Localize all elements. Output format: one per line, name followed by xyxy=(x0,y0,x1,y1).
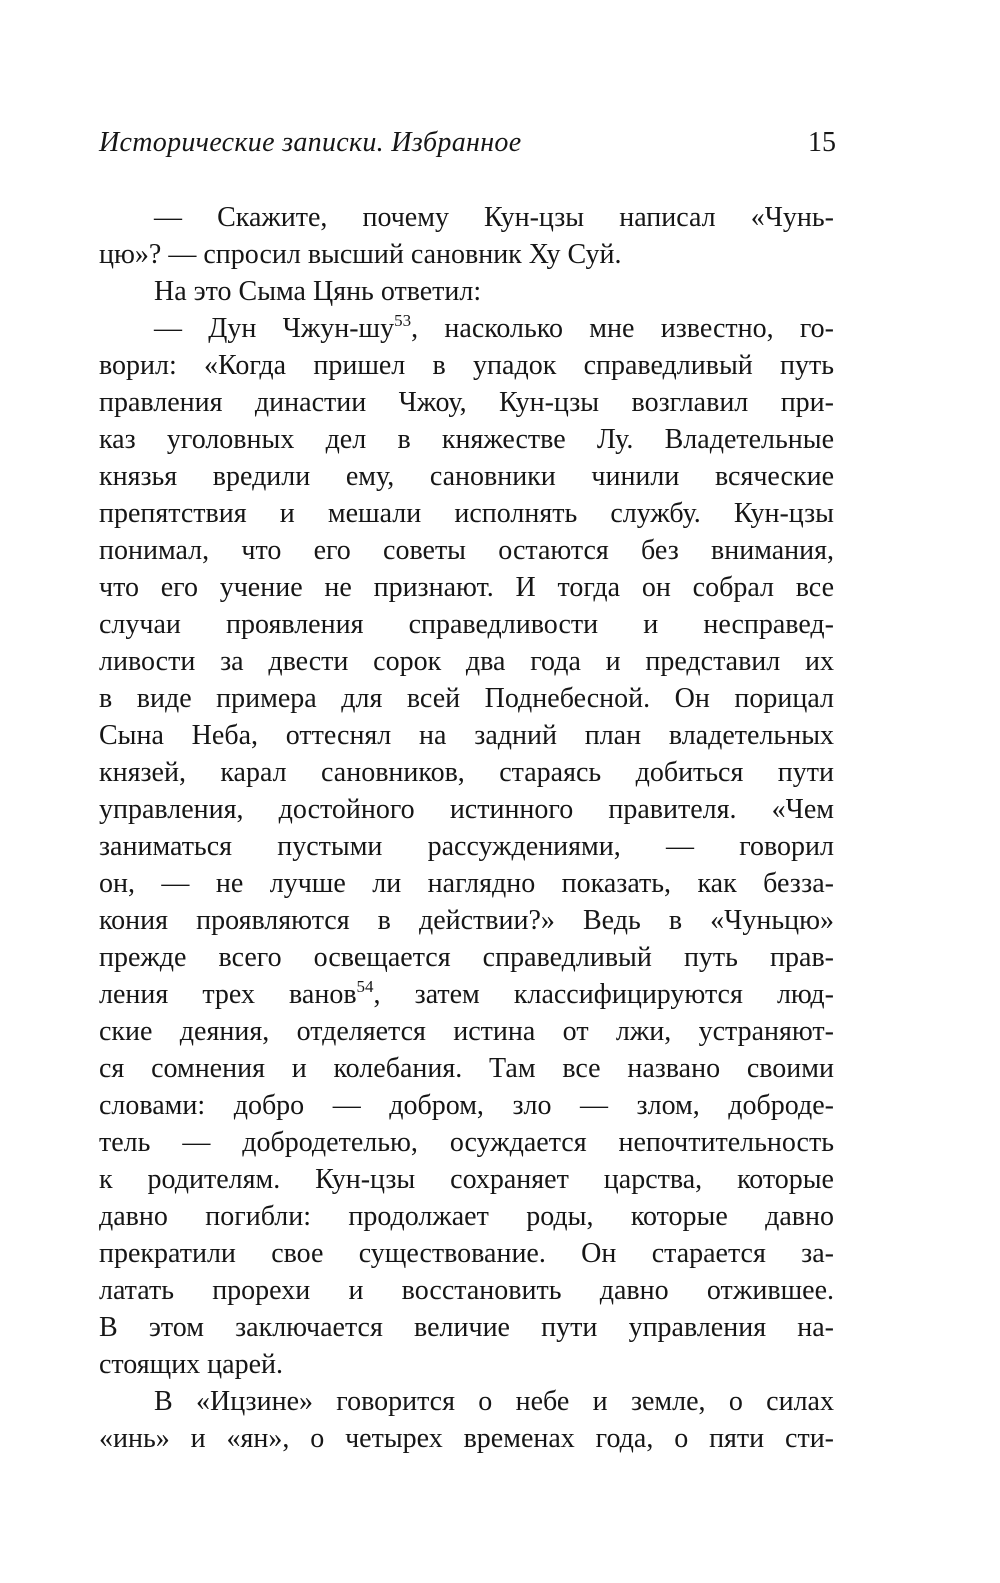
text-line: прекратили свое существование. Он старается за- xyxy=(99,1238,834,1269)
page-number: 15 xyxy=(808,127,836,158)
text-line: «инь» и «ян», о четырех временах года, о пяти сти- xyxy=(99,1423,834,1454)
text-line: управления, достойного истинного правителя. «Чем xyxy=(99,794,834,825)
text-line: князья вредили ему, сановники чинили всяческие xyxy=(99,461,834,492)
text-line: ления трех ванов$^{54}$, затем классифицируются люд- xyxy=(99,976,834,1010)
text-line: ливости за двести сорок два года и представил их xyxy=(99,646,834,677)
text-line: На это Сыма Цянь ответил: xyxy=(154,276,482,307)
text-line: он, — не лучше ли наглядно показать, как безза- xyxy=(99,868,834,899)
text-line: — Дун Чжун-шу$^{53}$, насколько мне известно, го- xyxy=(154,310,835,344)
footnote-reference: 54 xyxy=(356,976,374,996)
page-body xyxy=(99,199,834,1457)
text-line: стоящих царей. xyxy=(99,1349,284,1380)
text-line: каз уголовных дел в княжестве Лу. Владетельные xyxy=(99,424,834,455)
text-line: князей, карал сановников, стараясь добиться пути xyxy=(99,757,834,788)
text-line: Сына Неба, оттеснял на задний план владетельных xyxy=(99,720,834,751)
text-line: к родителям. Кун-цзы сохраняет царства, которые xyxy=(99,1164,834,1195)
text-line: ские деяния, отделяется истина от лжи, устраняют- xyxy=(99,1016,834,1047)
text-line: словами: добро — добром, зло — злом, доброде- xyxy=(99,1090,834,1121)
text-line: ворил: «Когда пришел в упадок справедливый путь xyxy=(99,350,834,381)
text-line: препятствия и мешали исполнять службу. Кун-цзы xyxy=(99,498,834,529)
text-line: кония проявляются в действии?» Ведь в «Чуньцю» xyxy=(99,905,834,936)
paragraph xyxy=(99,310,834,1383)
paragraph xyxy=(99,273,834,310)
footnote-reference: 53 xyxy=(394,310,412,330)
text-line: тель — добродетелью, осуждается непочтительность xyxy=(99,1127,834,1158)
text-line: В этом заключается величие пути управления на- xyxy=(99,1312,834,1343)
text-line: ся сомнения и колебания. Там все названо своими xyxy=(99,1053,834,1084)
text-line: давно погибли: продолжает роды, которые давно xyxy=(99,1201,834,1232)
text-line: В «Ицзине» говорится о небе и земле, о силах xyxy=(154,1386,834,1417)
text-line: случаи проявления справедливости и несправед- xyxy=(99,609,834,640)
text-line: заниматься пустыми рассуждениями, — говорил xyxy=(99,831,834,862)
page-header xyxy=(99,124,836,161)
text-line: правления династии Чжоу, Кун-цзы возглавил при- xyxy=(99,387,834,418)
text-line: что его учение не признают. И тогда он собрал все xyxy=(99,572,834,603)
paragraph xyxy=(99,1383,834,1457)
paragraph xyxy=(99,199,834,273)
running-head-title: Исторические записки. Избранное xyxy=(99,127,522,158)
text-line: понимал, что его советы остаются без внимания, xyxy=(99,535,834,566)
text-line: прежде всего освещается справедливый путь прав- xyxy=(99,942,834,973)
text-line: латать прорехи и восстановить давно отжившее. xyxy=(99,1275,834,1306)
text-line: — Скажите, почему Кун-цзы написал «Чунь- xyxy=(154,202,834,233)
text-line: в виде примера для всей Поднебесной. Он порицал xyxy=(99,683,834,714)
text-line: цю»? — спросил высший сановник Ху Суй. xyxy=(99,239,622,270)
